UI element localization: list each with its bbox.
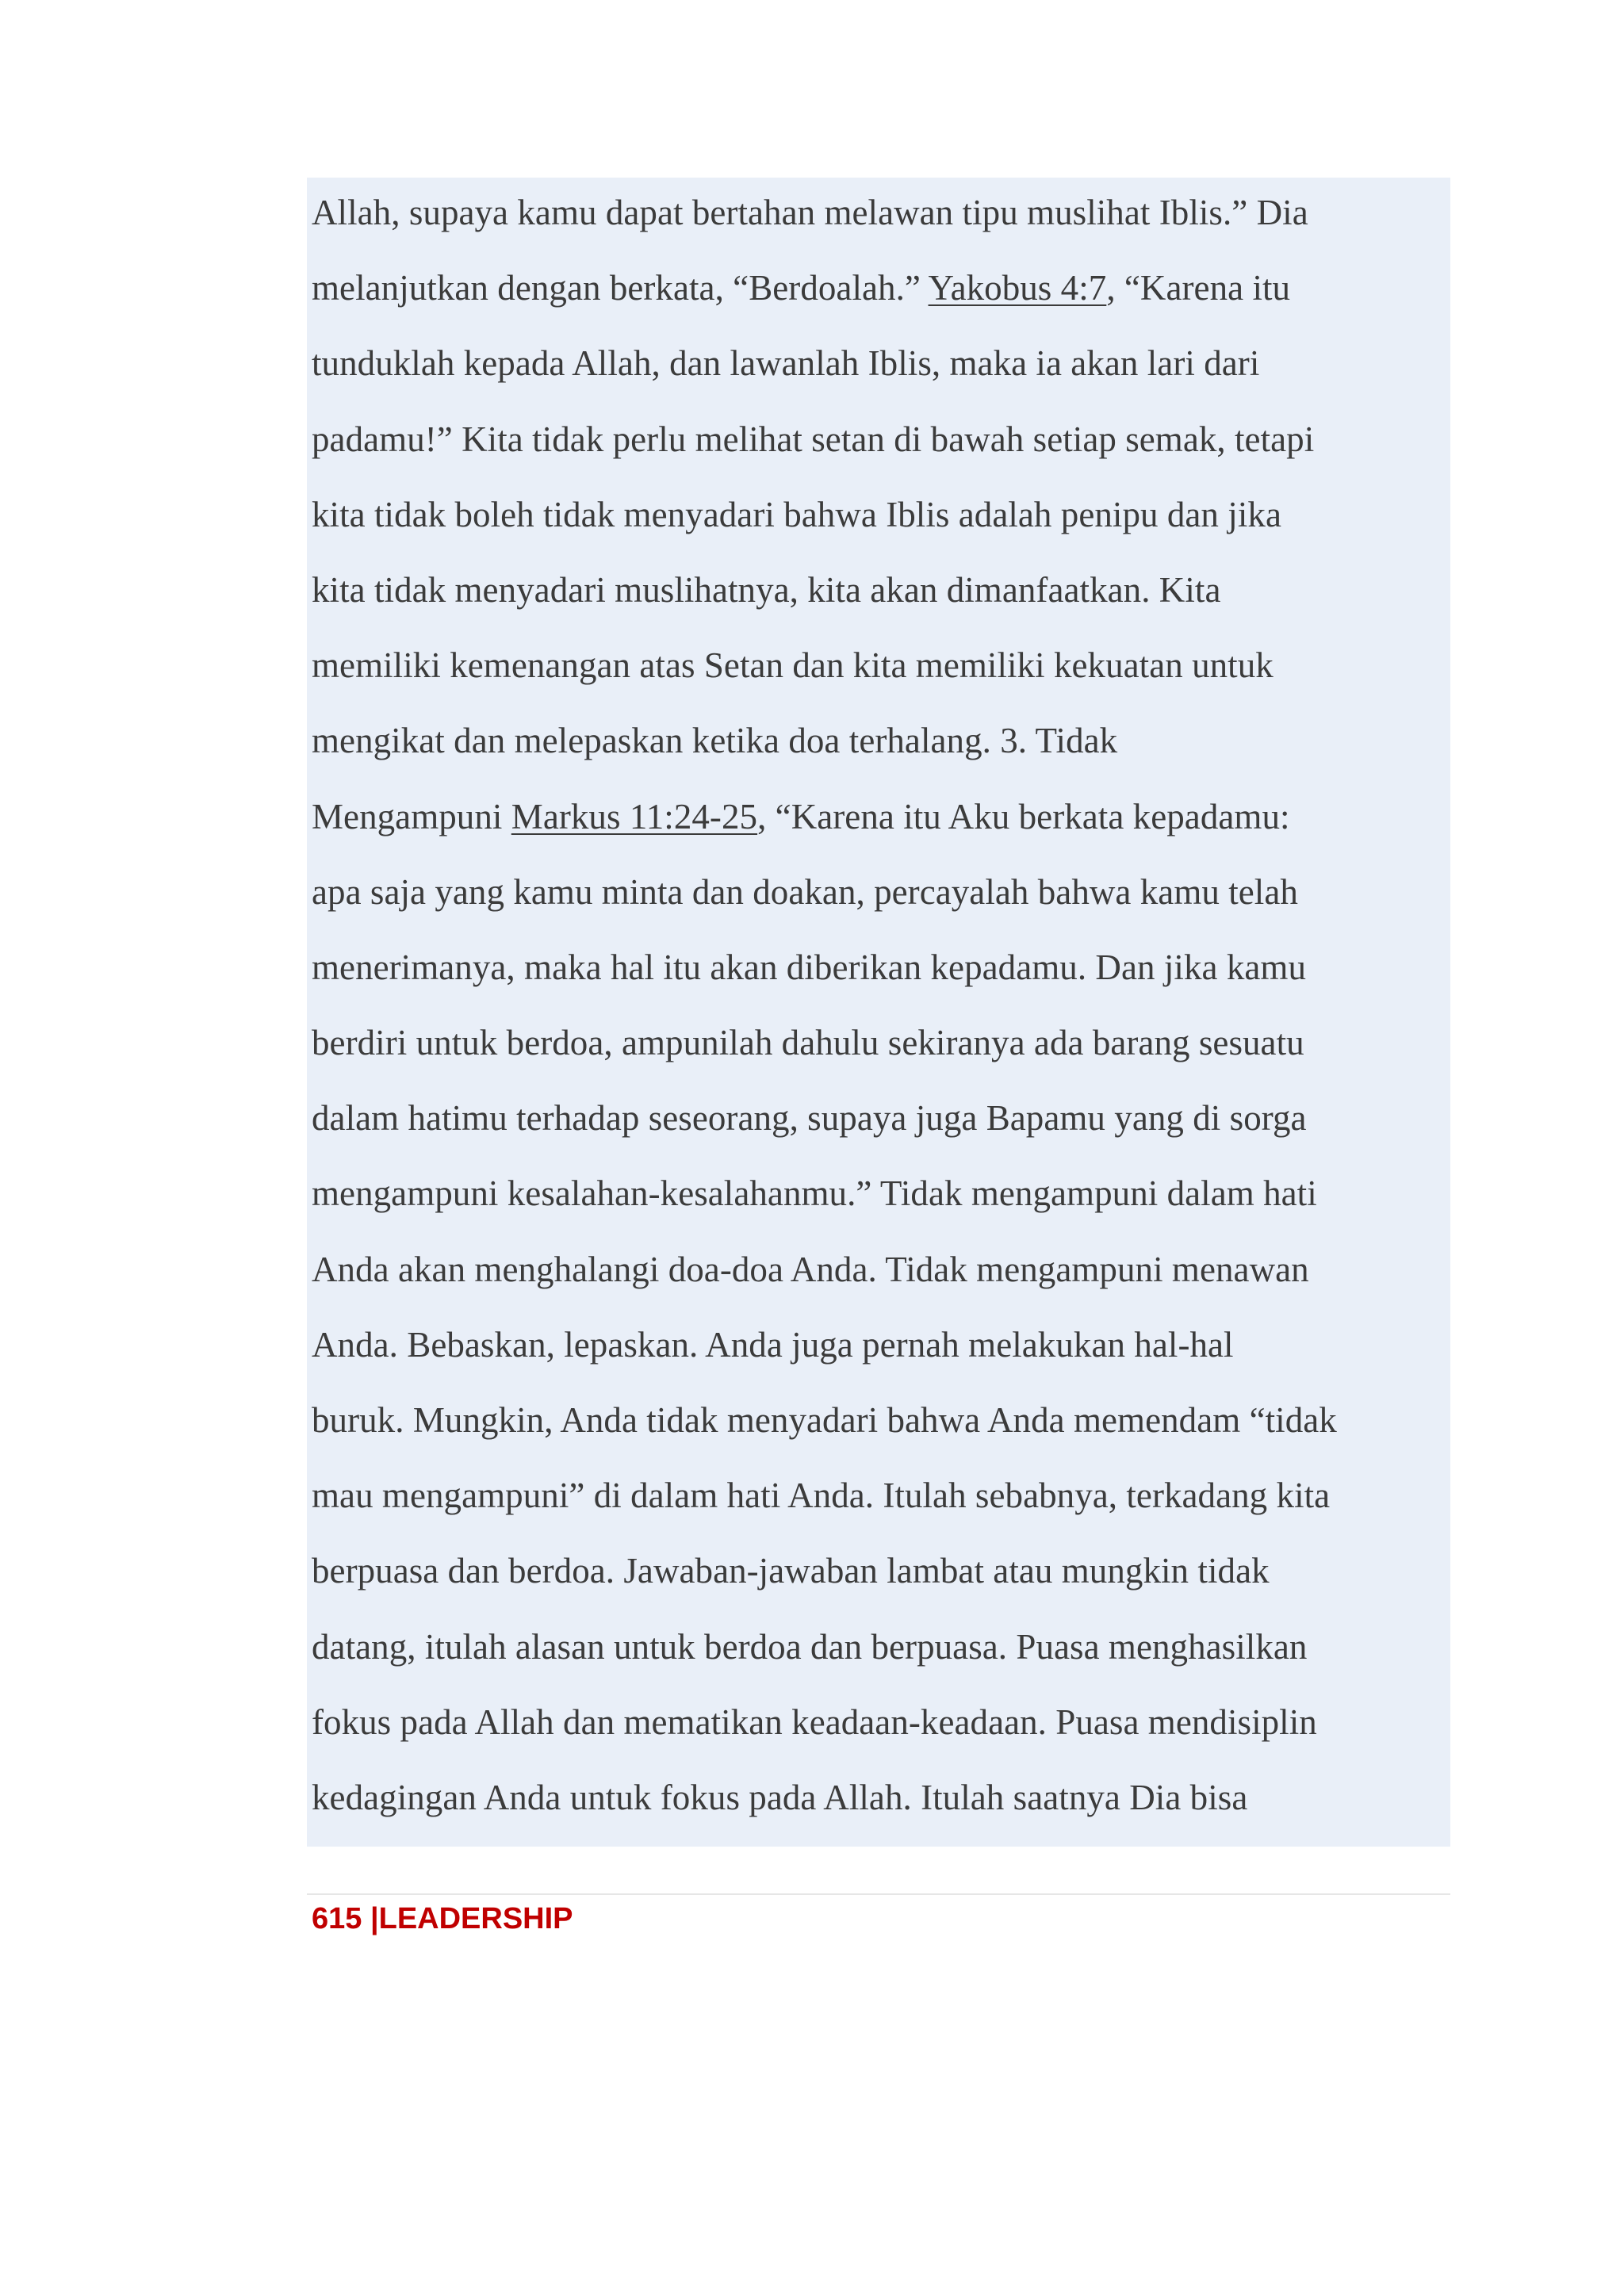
text-line <box>312 253 1450 328</box>
text-run: , “Karena itu <box>1106 268 1291 308</box>
text-run: melanjutkan dengan berkata, “Berdoalah.” <box>312 268 929 308</box>
text-line: Anda. Bebaskan, lepaskan. Anda juga pernah melakukan hal-hal <box>312 1324 1234 1365</box>
page-footer <box>312 1901 573 1937</box>
text-line: buruk. Mungkin, Anda tidak menyadari bahwa Anda memendam “tidak <box>312 1400 1337 1440</box>
text-line: kita tidak menyadari muslihatnya, kita akan dimanfaatkan. Kita <box>312 569 1221 610</box>
text-line: berpuasa dan berdoa. Jawaban-jawaban lambat atau mungkin tidak <box>312 1551 1270 1591</box>
footer-separator: | <box>362 1902 379 1935</box>
footer-section-title: LEADERSHIP <box>378 1902 573 1935</box>
text-line: apa saja yang kamu minta dan doakan, percayalah bahwa kamu telah <box>312 871 1298 912</box>
text-line: memiliki kemenangan atas Setan dan kita memiliki kekuatan untuk <box>312 645 1274 686</box>
text-run: Mengampuni <box>312 796 511 836</box>
highlighted-text-block <box>307 178 1450 1847</box>
text-line: Allah, supaya kamu dapat bertahan melawan tipu muslihat Iblis.” Dia <box>312 193 1308 232</box>
text-line: tunduklah kepada Allah, dan lawanlah Iblis, maka ia akan lari dari <box>312 343 1260 384</box>
text-line: berdiri untuk berdoa, ampunilah dahulu sekiranya ada barang sesuatu <box>312 1023 1304 1063</box>
text-line: menerimanya, maka hal itu akan diberikan kepadamu. Dan jika kamu <box>312 947 1306 987</box>
bible-reference-link[interactable]: Yakobus 4:7 <box>928 268 1107 308</box>
text-line: Anda akan menghalangi doa-doa Anda. Tidak mengampuni menawan <box>312 1249 1309 1289</box>
text-run: , “Karena itu Aku berkata kepadamu: <box>757 796 1290 836</box>
text-line: padamu!” Kita tidak perlu melihat setan di bawah setiap semak, tetapi <box>312 419 1315 459</box>
text-line: mengikat dan melepaskan ketika doa terhalang. 3. Tidak <box>312 721 1118 761</box>
text-line: kedagingan Anda untuk fokus pada Allah. Itulah saatnya Dia bisa <box>312 1777 1248 1817</box>
bible-reference-link[interactable]: Markus 11:24-25 <box>511 796 758 836</box>
footer-divider <box>307 1893 1450 1895</box>
text-line <box>312 782 1450 857</box>
text-line: kita tidak boleh tidak menyadari bahwa Iblis adalah penipu dan jika <box>312 494 1281 534</box>
text-line: datang, itulah alasan untuk berdoa dan berpuasa. Puasa menghasilkan <box>312 1626 1308 1667</box>
body-paragraph <box>312 178 1450 1838</box>
page-number: 615 <box>312 1902 362 1935</box>
text-line: dalam hatimu terhadap seseorang, supaya juga Bapamu yang di sorga <box>312 1098 1307 1139</box>
text-line: fokus pada Allah dan mematikan keadaan-keadaan. Puasa mendisiplin <box>312 1702 1317 1742</box>
text-line: mau mengampuni” di dalam hati Anda. Itulah sebabnya, terkadang kita <box>312 1476 1331 1516</box>
text-line: mengampuni kesalahan-kesalahanmu.” Tidak mengampuni dalam hati <box>312 1173 1317 1214</box>
